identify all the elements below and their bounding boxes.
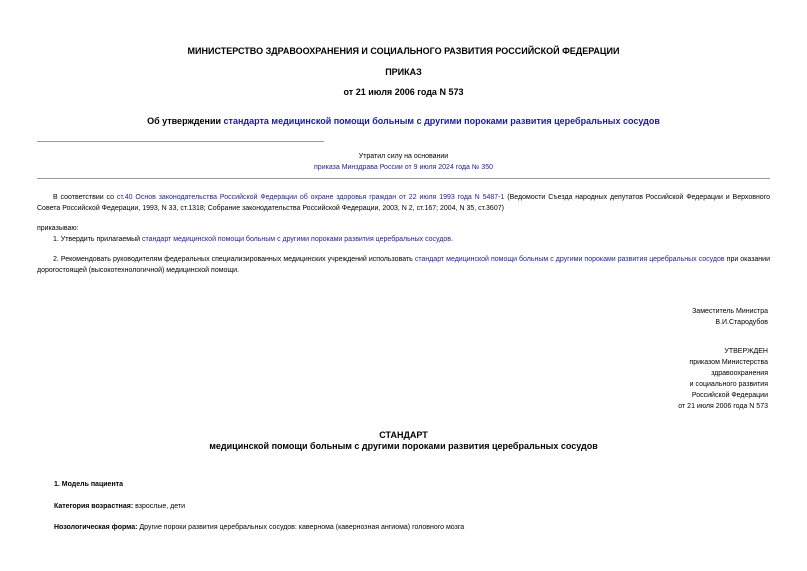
order-item-2: [37, 254, 770, 276]
nosology-label: Нозологическая форма:: [54, 524, 138, 531]
approval-line-3: здравоохранения: [711, 370, 768, 377]
section-patient-model: 1. Модель пациента: [54, 481, 123, 488]
nosology-form: [54, 524, 464, 531]
standard-subtitle: медицинской помощи больным с другими пороками развития церебральных сосудов: [209, 441, 598, 451]
status-repeal-link[interactable]: приказа Минздрава России от 9 июля 2024 года № 350: [314, 164, 493, 171]
approval-line-1: УТВЕРЖДЕН: [724, 348, 768, 355]
age-label: Категория возрастная:: [54, 503, 134, 510]
item1-suffix: .: [451, 236, 453, 243]
approval-line-4: и социального развития: [689, 381, 768, 388]
order-word: приказываю:: [37, 225, 79, 232]
item1-standard-link[interactable]: стандарт медицинской помощи больным с другими пороками развития церебральных сосудов: [141, 236, 452, 243]
basis-paragraph: [37, 192, 770, 214]
basis-law-link[interactable]: ст.40 Основ законодательства Российской Федерации об охране здоровья граждан от 22 июля 1993 года N 5487-1: [116, 194, 505, 201]
status-divider: [37, 178, 770, 179]
subject-prefix: Об утверждении: [147, 116, 224, 126]
top-divider: [37, 141, 324, 142]
subject-link[interactable]: стандарта медицинской помощи больным с другими пороками развития церебральных сосудов: [223, 116, 660, 126]
basis-prefix: В соответствии со: [53, 194, 117, 201]
item2-standard-link[interactable]: стандарт медицинской помощи больным с другими пороками развития церебральных сосудов: [414, 256, 725, 263]
signature-name: В.И.Стародубов: [715, 319, 768, 326]
item2-suffix: при оказании дорогостоящей (высокотехнологичной) медицинской помощи.: [37, 256, 770, 274]
doc-type-heading: ПРИКАЗ: [385, 67, 422, 77]
age-value: взрослые, дети: [133, 503, 186, 510]
standard-title: СТАНДАРТ: [379, 430, 428, 440]
ministry-heading: МИНИСТЕРСТВО ЗДРАВООХРАНЕНИЯ И СОЦИАЛЬНОГО РАЗВИТИЯ РОССИЙСКОЙ ФЕДЕРАЦИИ: [187, 46, 620, 56]
approval-line-2: приказом Министерства: [689, 359, 768, 366]
signature-position: Заместитель Министра: [692, 308, 768, 315]
doc-date-number: от 21 июля 2006 года N 573: [343, 87, 464, 97]
age-category: [54, 503, 185, 510]
approval-block: [678, 346, 768, 412]
basis-suffix: (Ведомости Съезда народных депутатов Российской Федерации и Верховного Совета Российской Федерации, 1993, N 33, ст.1318; Собрание законодательства Российской Федерации, 2003, N 2, ст.167; 2004, N 35, ст.3607): [37, 194, 770, 212]
doc-subject: [0, 116, 807, 126]
item1-prefix: 1. Утвердить прилагаемый: [53, 236, 142, 243]
signature-block: [692, 306, 768, 328]
item2-prefix: 2. Рекомендовать руководителям федеральных специализированных медицинских учреждений использовать: [53, 256, 415, 263]
order-item-1: [37, 234, 770, 245]
nosology-value: Другие пороки развития церебральных сосудов: каверномa (кавернозная ангиома) головного мозга: [137, 524, 465, 531]
approval-line-6: от 21 июля 2006 года N 573: [678, 403, 768, 410]
approval-line-5: Российской Федерации: [691, 392, 768, 399]
status-line-1: Утратил силу на основании: [358, 153, 449, 160]
